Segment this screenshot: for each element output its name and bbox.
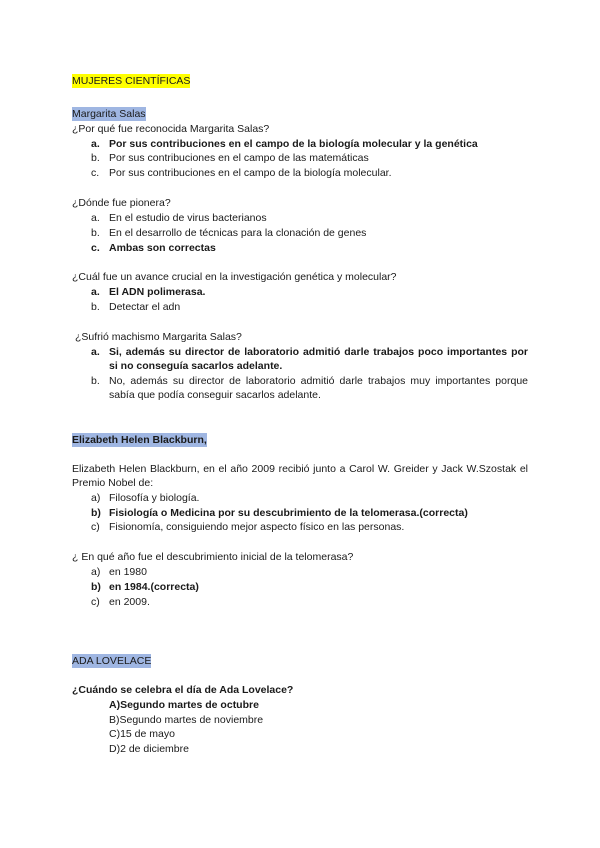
option-marker: b) [91,507,101,519]
option-marker: c. [91,242,100,254]
option-text: Filosofía y biología. [109,492,200,504]
option-text: Por sus contribuciones en el campo de la biología molecular. [109,167,392,179]
question-3: ¿Cuál fue un avance crucial en la investigación genética y molecular? [72,271,397,283]
section-heading-elizabeth: Elizabeth Helen Blackburn, [72,434,207,446]
option-text: Por sus contribuciones en el campo de la biología molecular y la genética [109,138,478,150]
option-text: El ADN polimerasa. [109,286,206,298]
section-heading-ada: ADA LOVELACE [72,655,152,667]
option-text: En el desarrollo de técnicas para la clonación de genes [109,227,367,239]
option-marker: b. [91,152,100,164]
question-1: ¿Por qué fue reconocida Margarita Salas? [72,123,270,135]
option-text: Detectar el adn [109,301,181,313]
option-marker: b. [91,301,100,313]
option-text: Fisiología o Medicina por su descubrimiento de la telomerasa.(correcta) [109,507,468,519]
ada-option: D)2 de diciembre [109,743,189,755]
option-marker: b. [91,227,100,239]
option-text: No, además su director de laboratorio admitió darle trabajos muy importantes porque sabía que podía conseguir sacarlos adelante. [109,375,528,401]
option-marker: a. [91,346,100,358]
option-marker: a. [91,286,100,298]
option-text: Por sus contribuciones en el campo de las matemáticas [109,152,369,164]
option-text: Ambas son correctas [109,242,216,254]
option-text: en 2009. [109,596,150,608]
option-marker: b. [91,375,100,387]
document-title: MUJERES CIENTÍFICAS [72,75,191,87]
question-telomerasa: ¿ En qué año fue el descubrimiento inicial de la telomerasa? [72,551,354,563]
option-text: Fisionomía, consiguiendo mejor aspecto físico en las personas. [109,521,405,533]
option-marker: c. [91,167,100,179]
option-text: En el estudio de virus bacterianos [109,212,267,224]
ada-option: A)Segundo martes de octubre [109,699,259,711]
option-marker: c) [91,596,100,608]
question-4: ¿Sufrió machismo Margarita Salas? [75,331,242,343]
option-text: en 1980 [109,566,147,578]
question-2: ¿Dónde fue pionera? [72,197,171,209]
option-marker: a) [91,492,101,504]
ada-option: B)Segundo martes de noviembre [109,714,264,726]
option-marker: b) [91,581,101,593]
option-marker: a) [91,566,101,578]
option-marker: a. [91,212,100,224]
section-heading-margarita: Margarita Salas [72,108,146,120]
option-text: Si, además su director de laboratorio admitió darle trabajos poco importantes por si no conseguía sacarlos adelante. [109,346,528,372]
option-marker: a. [91,138,100,150]
option-text: en 1984.(correcta) [109,581,199,593]
option-marker: c) [91,521,100,533]
question-ada: ¿Cuándo se celebra el día de Ada Lovelace? [72,684,294,696]
ada-option: C)15 de mayo [109,728,175,740]
elizabeth-intro: Elizabeth Helen Blackburn, en el año 2009 recibió junto a Carol W. Greider y Jack W.Szostak el Premio Nobel de: [72,463,528,489]
